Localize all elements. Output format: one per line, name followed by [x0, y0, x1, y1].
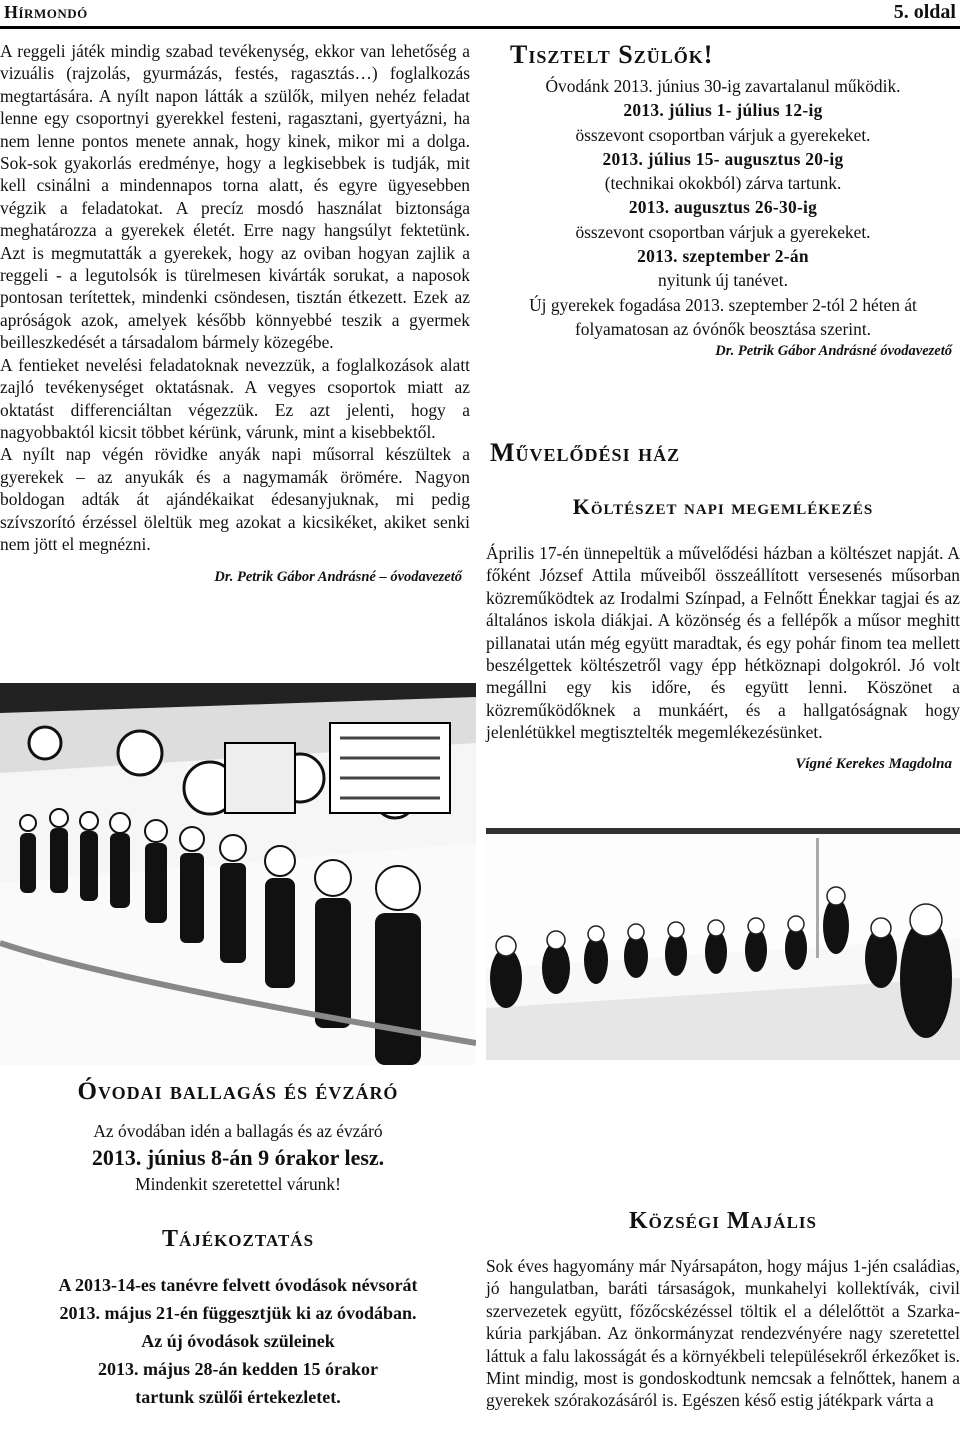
- info-lines: [0, 1271, 476, 1411]
- may-day-section: [486, 1208, 960, 1412]
- kindergarten-article: [0, 40, 470, 586]
- article-signature: Vígné Kerekes Magdolna: [795, 755, 952, 772]
- notice-lines: [486, 74, 960, 341]
- notice-line: Új gyerekek fogadása 2013. szeptember 2-tól 2 héten át: [529, 294, 917, 315]
- notice-line: összevont csoportban várjuk a gyerekeket.: [575, 124, 871, 145]
- info-title: Tájékoztatás: [161, 1226, 315, 1252]
- notice-line: 2013. szeptember 2-án: [637, 246, 809, 267]
- page-header: [0, 0, 960, 29]
- notice-line: 2013. augusztus 26-30-ig: [628, 197, 818, 218]
- graduation-invite: Mindenkit szeretettel várunk!: [135, 1174, 341, 1194]
- publication-name: Hírmondó: [4, 2, 88, 22]
- notice-line: 2013. július 1- július 12-ig: [623, 100, 823, 121]
- info-line: 2013. május 28-án kedden 15 órakor: [97, 1359, 379, 1379]
- notice-line: Óvodánk 2013. június 30-ig zavartalanul működik.: [545, 76, 901, 96]
- poetry-event-photo: [486, 828, 960, 1060]
- notice-line: 2013. július 15- augusztus 20-ig: [602, 148, 844, 169]
- notice-line: nyitunk új tanévet.: [658, 270, 788, 291]
- notice-signature: Dr. Petrik Gábor Andrásné óvodavezető: [715, 343, 952, 360]
- notice-line: (technikai okokból) zárva tartunk.: [604, 173, 842, 194]
- article-paragraph: A nyílt nap végén rövidke anyák napi műsorral készültek a gyerekek – az anyukák és a nagymamák örömére. Nagyon boldogan adták át ajándékaikat édesanyjuknak, mi pedig szívszorító érzéssel öleltük meg azokat a kicsikéket, akiket senki nem jött el megnézni.: [0, 444, 470, 554]
- notice-title: Tisztelt Szülők!: [510, 40, 714, 69]
- graduation-section: [0, 1078, 476, 1411]
- notice-line: összevont csoportban várjuk a gyerekeket.: [575, 221, 871, 242]
- may-day-title: Községi Majális: [629, 1208, 817, 1234]
- children-performance-photo: [0, 683, 476, 1065]
- graduation-date: 2013. június 8-án 9 órakor lesz.: [91, 1145, 385, 1170]
- section-title: Művelődési ház: [490, 438, 681, 467]
- page-number: 5. oldal: [893, 1, 956, 23]
- info-line: Az új óvodások szüleinek: [141, 1331, 335, 1351]
- info-line: tartunk szülői értekezletet.: [135, 1387, 341, 1407]
- article-text: Április 17-én ünnepeltük a művelődési házban a költészet napját. A főként József Attila műveiből összeállított versesenés műsorban közreműködtek az Irodalmi Színpad, a Felnőtt Énekkar tagjai és az általános iskola diákjai. A közönség és a fellépők a műsor meghitt pillanatai után még együtt maradtak, és egy pohár finom tea mellett beszélgettek költészetről vagy épp hétköznapi dolgokról. Jó volt megállni egy kis időre, és együtt lenni. Köszönet a közreműködőknek a munkáért, és a hallgatóságnak hogy jelenlétükkel megtisztelték megemlékezésünket.: [486, 543, 960, 743]
- graduation-title: Óvodai ballagás és évzáró: [77, 1078, 399, 1105]
- article-paragraph: A reggeli játék mindig szabad tevékenység, ekkor van lehetőség a vizuális (rajzolás, gyurmázás, festés, ragasztás…) foglalkozás megtartására. A nyílt napon látták a szülők, milyen nehéz feladat lenne egy csoportnyi gyerekkel festeni, ragasztani, gyertyázni, ha nem lenne pontos menete annak, hogy kinek, mikor mi a dolga. Sok-sok gyakorlás eredménye, hogy a legkisebbek is tudják, mit kell csinálni a mindennapos torna alatt, és egyre ügyesebben végzik a feladatokat. A precíz mosdó használat biztonsága meghatározza a gyerekek életét. Erre nagy hangsúlyt fektetünk. Azt is megmutatták a gyerekek, hogy az oviban hogyan zajlik a reggeli - a legutolsók is türelmesen kivárták sorukat, a naposok pontosan terítettek, mindenki csöndesen, tisztán étkezett. Ezek az apróságok azok, amelyek később könnyebbé teszik a gyermek beilleszkedését a társadalom bármely közegébe.: [0, 41, 470, 353]
- article-signature: Dr. Petrik Gábor Andrásné – óvodavezető: [214, 569, 462, 586]
- parents-notice: [486, 40, 960, 360]
- info-line: 2013. május 21-én függesztjük ki az óvodában.: [59, 1303, 417, 1323]
- notice-line: folyamatosan az óvónők beosztása szerint.: [574, 318, 872, 339]
- cultural-house-section: [486, 438, 960, 773]
- article-title: Költészet napi megemlékezés: [572, 494, 874, 519]
- info-line: A 2013-14-es tanévre felvett óvodások névsorát: [58, 1275, 418, 1295]
- graduation-line: Az óvodában idén a ballagás és az évzáró: [93, 1121, 383, 1141]
- may-day-text: Sok éves hagyomány már Nyársapáton, hogy május 1-jén családias, jó hangulatban, baráti társaságok, munkahelyi kollektívák, civil szervezetek együtt, főzőcskézéssel töltik el a délelőttöt a Szarka-kúria parkjában. Az önkormányzat rendezvényére nagy szeretettel láttuk a falu lakosságát és a környékbeli településekről érkezőket is. Mint mindig, most is gondoskodtunk nemcsak a felnőttek, hanem a gyerekek szórakozásáról is. Egészen késő estig játékpark várta a: [486, 1256, 960, 1411]
- article-paragraph: A fentieket nevelési feladatoknak nevezzük, a foglalkozások alatt zajló tevékenységet oktatásnak. A vegyes csoportok miatt az oktatást differenciáltan végezzük. Ez azt jelenti, hogy a nagyobbaktól kicsit többet kérünk, várunk, mint a kisebbektől.: [0, 354, 470, 442]
